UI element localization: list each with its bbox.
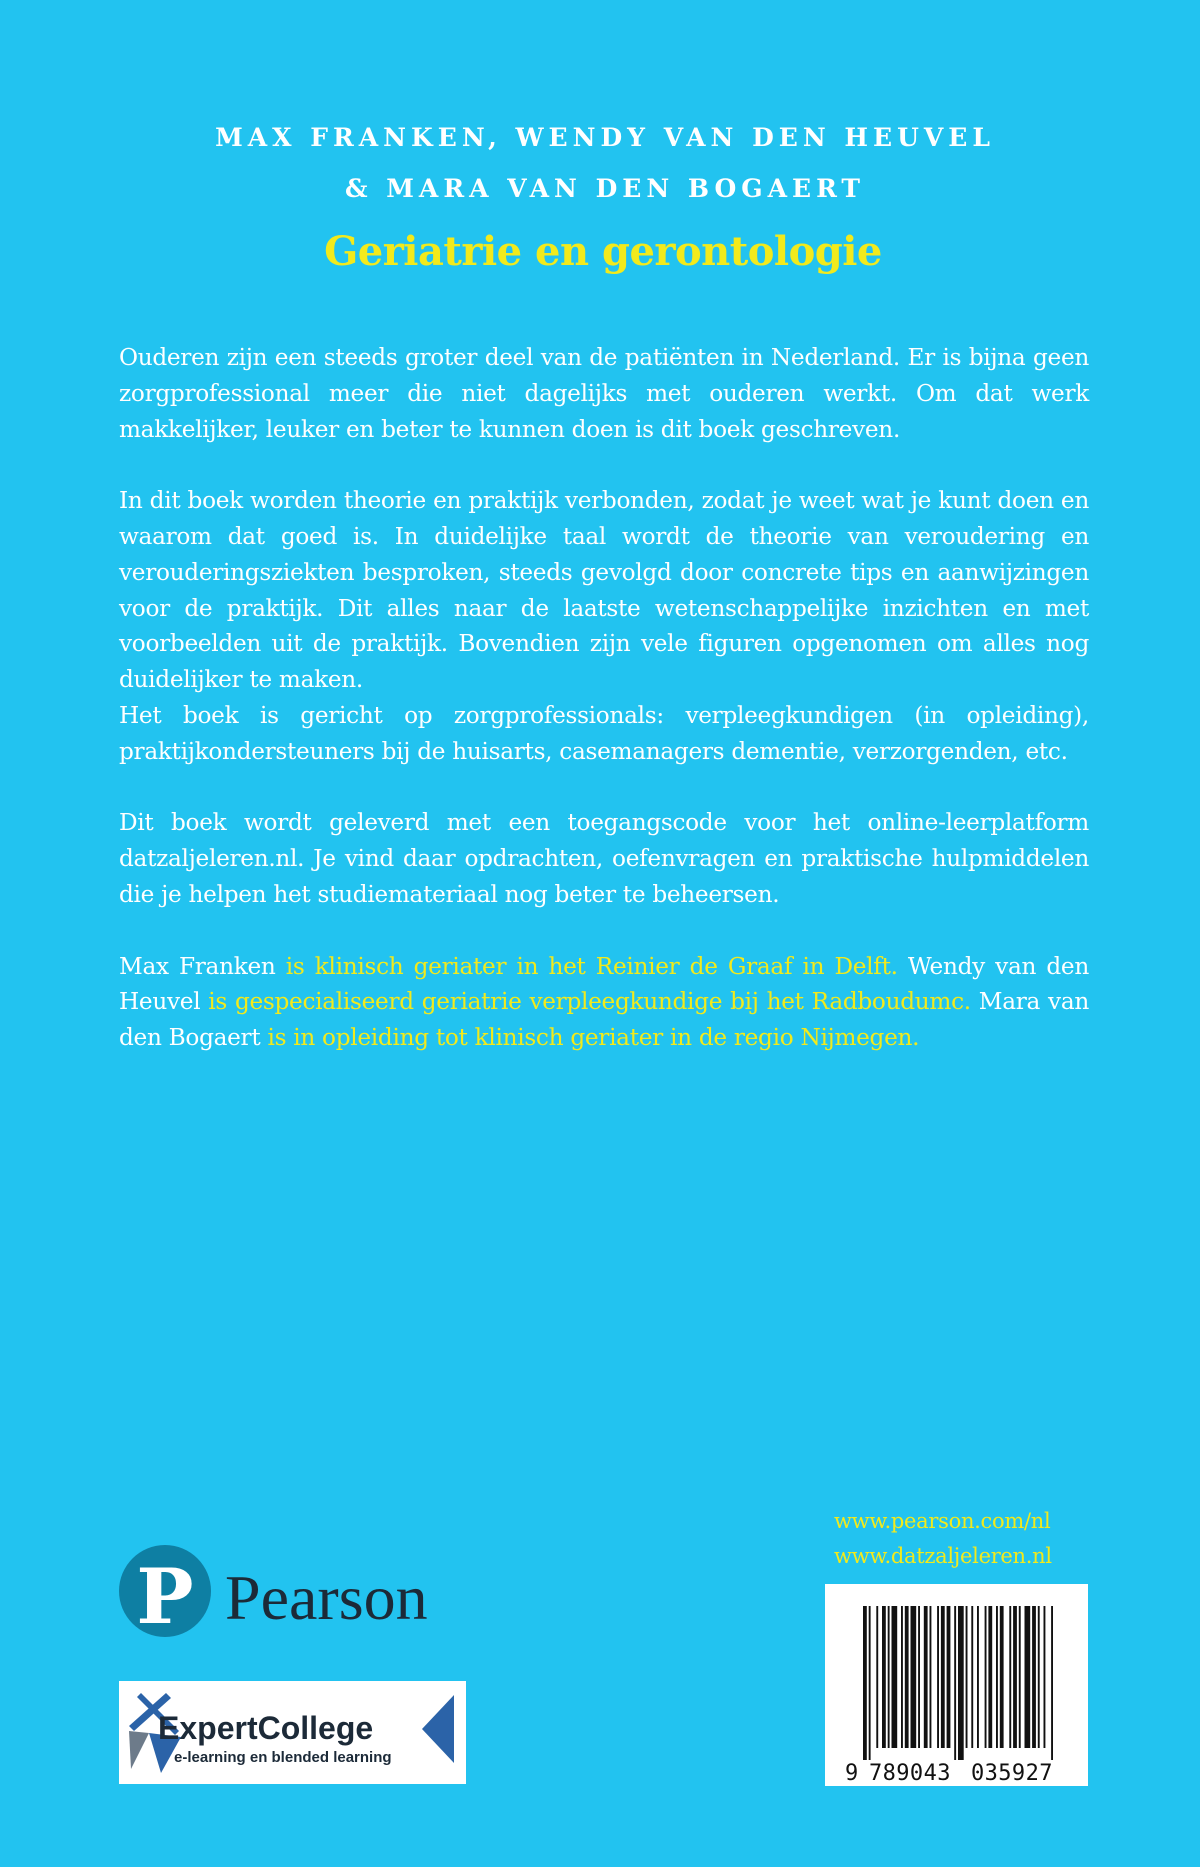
barcode-bar [1044, 1606, 1046, 1748]
blurb-paragraph: Dit boek wordt geleverd met een toegangscode voor het online-leerplatform datzaljeleren.nl. Je vind daar opdrachten, oefenvragen en praktische hulpmiddelen die je helpen het studiemateriaal nog beter te beheersen. [119, 809, 1089, 908]
barcode-bar [1038, 1606, 1040, 1748]
book-title: Geriatrie en gerontologie [324, 228, 882, 275]
barcode-bar [892, 1606, 898, 1748]
datzaljeleren-url[interactable]: www.datzaljeleren.nl [834, 1544, 1052, 1568]
pearson-logo [119, 1543, 479, 1645]
barcode-bar [966, 1606, 968, 1748]
barcode-bar [947, 1606, 951, 1748]
barcode-bar [869, 1606, 871, 1760]
barcode-bar [958, 1606, 964, 1760]
expertcollege-wordmark: ExpertCollege [158, 1710, 374, 1746]
bio-name: Mara van den Bogaert [119, 988, 1089, 1052]
blurb-paragraph: Het boek is gericht op zorgprofessionals: verpleegkundigen (in opleiding), praktijkondersteuners bij de huisarts, casemanagers dementie, verzorgenden, etc. [119, 701, 1089, 765]
bio-description: is klinisch geriater in het Reinier de Graaf in Delft. [285, 952, 898, 980]
barcode-bar [941, 1606, 945, 1748]
isbn-digits-left: 789043 [869, 1761, 951, 1786]
barcode-bar [1025, 1606, 1031, 1748]
pearson-mark-letter: P [136, 1552, 194, 1641]
barcode-bar [863, 1606, 867, 1760]
barcode-bar [954, 1606, 956, 1760]
barcode-bar [918, 1606, 920, 1748]
barcode-bar [901, 1606, 903, 1748]
authors-line-1: MAX FRANKEN, WENDY VAN DEN HEUVEL [215, 123, 995, 152]
isbn-digits-right: 035927 [971, 1761, 1053, 1786]
barcode-bar [996, 1606, 998, 1748]
barcode-bars [863, 1606, 1053, 1760]
expertcollege-tagline: e-learning en blended learning [174, 1749, 392, 1766]
blurb-paragraph: In dit boek worden theorie en praktijk verbonden, zodat je weet wat je kunt doen en waarom dat goed is. In duidelijke taal wordt de theorie van veroudering en verouderingsziekten besproken, steeds gevolgd door concrete tips en aanwijzingen voor de praktijk. Dit alles naar de laatste wetenschappelijke inzichten en met voorbeelden uit de praktijk. Bovendien zijn vele figuren opgenomen om alles nog duidelijker te maken. [119, 487, 1089, 694]
barcode-bar [888, 1606, 890, 1748]
barcode-bar [971, 1606, 973, 1748]
barcode-bar [1013, 1606, 1017, 1748]
bio-name: Max Franken [119, 952, 276, 980]
barcode-bar [882, 1606, 886, 1748]
barcode-bar [930, 1606, 932, 1748]
isbn-barcode [825, 1584, 1088, 1786]
bio-description: is gespecialiseerd geriatrie verpleegkundige bij het Radboudumc. [208, 988, 971, 1016]
barcode-bar [1000, 1606, 1004, 1748]
barcode-bar [911, 1606, 917, 1748]
author-bios [119, 949, 1089, 1056]
pearson-url[interactable]: www.pearson.com/nl [834, 1509, 1051, 1533]
isbn-lead-digit: 9 [845, 1761, 859, 1786]
barcode-bar [924, 1606, 928, 1748]
barcode-bar [977, 1606, 979, 1748]
barcode-bar [937, 1606, 939, 1748]
pearson-wordmark: Pearson [225, 1562, 428, 1633]
barcode-bar [1051, 1606, 1053, 1760]
bio-description: is in opleiding tot klinisch geriater in de regio Nijmegen. [267, 1024, 920, 1052]
barcode-bar [1032, 1606, 1036, 1748]
barcode-bar [1019, 1606, 1021, 1748]
expertcollege-arrow-icon [422, 1695, 454, 1763]
barcode-bar [876, 1606, 878, 1748]
barcode-bar [988, 1606, 992, 1748]
blurb [119, 340, 1089, 1056]
urls-block [834, 1504, 1052, 1574]
barcode-bar [985, 1606, 987, 1748]
expertcollege-logo [119, 1681, 466, 1784]
authors-line-2: & MARA VAN DEN BOGAERT [344, 174, 866, 203]
authors-block [0, 112, 1200, 214]
barcode-bar [905, 1606, 909, 1748]
blurb-paragraph: Ouderen zijn een steeds groter deel van de patiënten in Nederland. Er is bijna geen zorgprofessional meer die niet dagelijks met ouderen werkt. Om dat werk makkelijker, leuker en beter te kunnen doen is dit boek geschreven. [119, 344, 1089, 443]
bio-name: Wendy van den Heuvel [119, 952, 1089, 1016]
barcode-bar [1009, 1606, 1011, 1748]
